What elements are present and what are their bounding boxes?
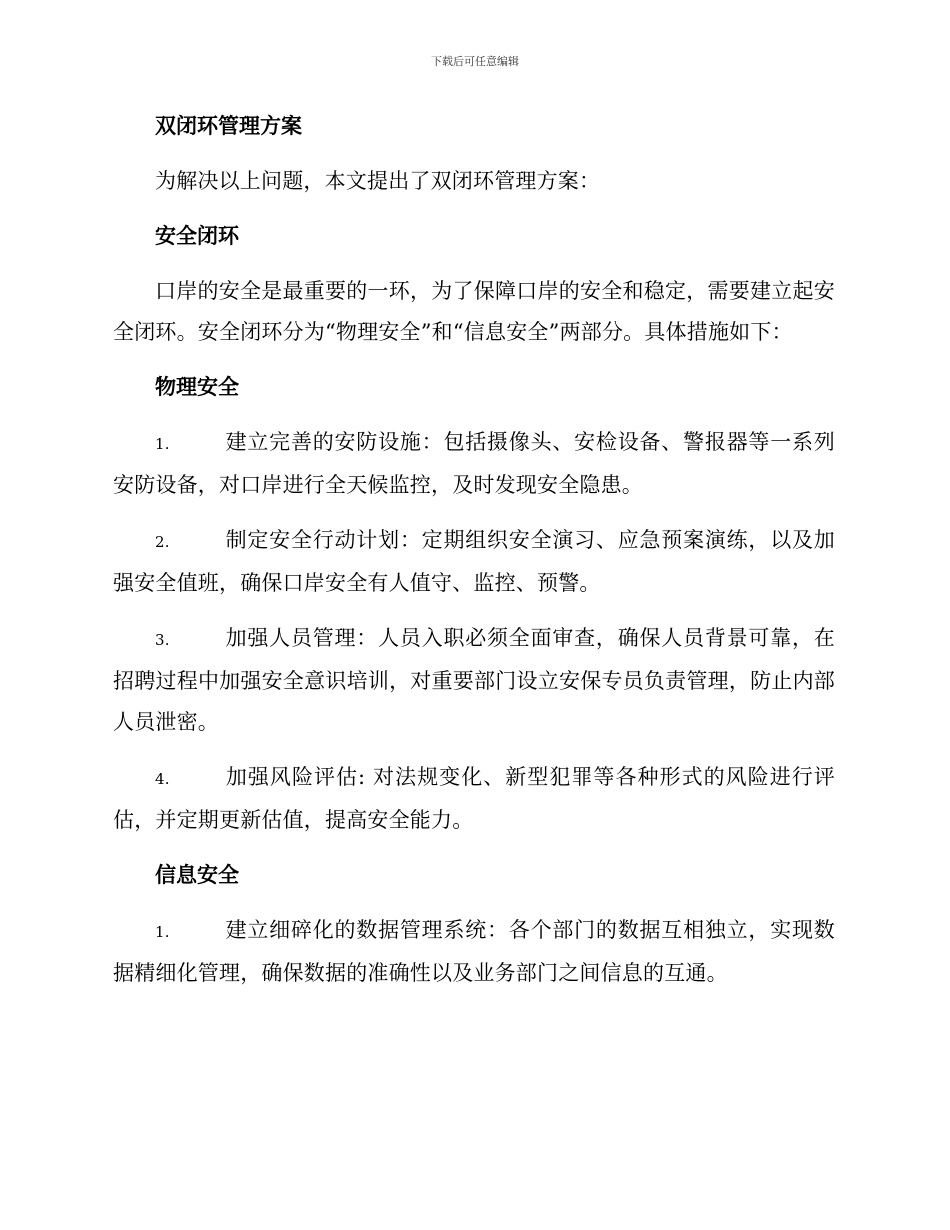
list-item-number: 1. bbox=[155, 923, 170, 941]
list-item bbox=[113, 422, 835, 506]
list-item-number: 1. bbox=[155, 435, 170, 453]
heading-physical-security: 物理安全 bbox=[155, 375, 239, 399]
list-item-text: 建立完善的安防设施：包括摄像头、安检设备、警报器等一系列安防设备，对口岸进行全天候监控，及时发现安全隐患。 bbox=[113, 430, 835, 497]
list-item bbox=[113, 910, 835, 994]
list-item-text: 加强人员管理：人员入职必须全面审查，确保人员背景可靠，在招聘过程中加强安全意识培训，对重要部门设立安保专员负责管理，防止内部人员泄密。 bbox=[113, 626, 835, 734]
list-item-number: 4. bbox=[155, 770, 170, 788]
list-item bbox=[113, 757, 835, 841]
list-item-number: 2. bbox=[155, 533, 170, 551]
list-item bbox=[113, 520, 835, 604]
paragraph-security-loop: 口岸的安全是最重要的一环，为了保障口岸的安全和稳定，需要建立起安全闭环。安全闭环分为“物理安全”和“信息安全”两部分。具体措施如下： bbox=[113, 279, 835, 344]
heading-dual-loop: 双闭环管理方案 bbox=[155, 114, 302, 138]
list-item-text: 制定安全行动计划：定期组织安全演习、应急预案演练，以及加强安全值班，确保口岸安全有人值守、监控、预警。 bbox=[113, 528, 835, 595]
list-item-text: 加强风险评估: 对法规变化、新型犯罪等各种形式的风险进行评估，并定期更新估值，提高安全能力。 bbox=[113, 765, 835, 832]
paragraph-intro: 为解决以上问题，本文提出了双闭环管理方案： bbox=[155, 169, 601, 193]
list-item bbox=[113, 618, 835, 743]
list-item-text: 建立细碎化的数据管理系统：各个部门的数据互相独立，实现数据精细化管理，确保数据的准确性以及业务部门之间信息的互通。 bbox=[113, 918, 835, 985]
heading-information-security: 信息安全 bbox=[155, 863, 239, 887]
page-header: 下载后可任意编辑 bbox=[431, 55, 519, 68]
list-item-number: 3. bbox=[155, 631, 170, 649]
heading-security-loop: 安全闭环 bbox=[155, 224, 239, 248]
document-body bbox=[113, 106, 835, 1008]
